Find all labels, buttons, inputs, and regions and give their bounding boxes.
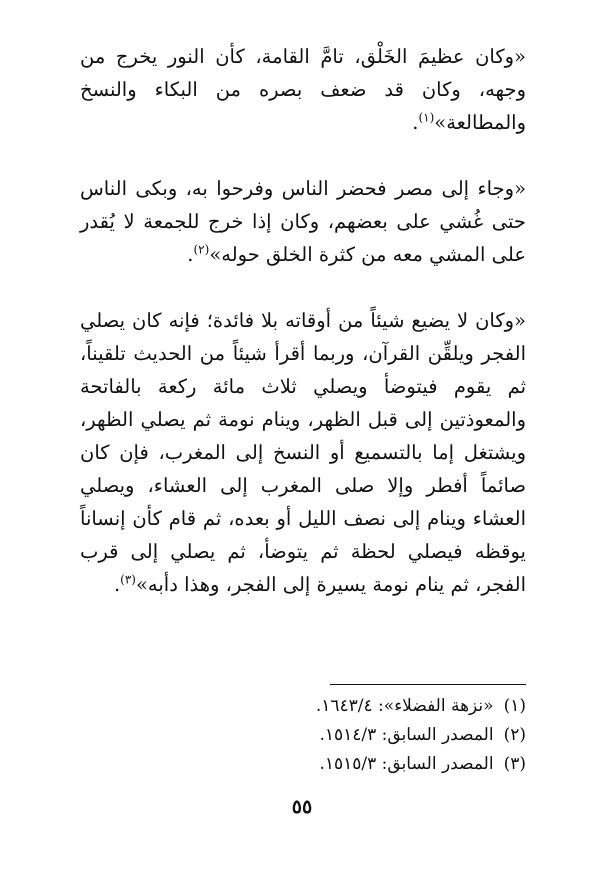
paragraph-end: . (187, 243, 194, 266)
paragraph-3 (80, 304, 526, 601)
footnotes-list (200, 692, 526, 779)
footnote-divider (330, 684, 526, 685)
footnote-2 (200, 721, 526, 750)
paragraph-2 (80, 172, 526, 271)
footnote-number: (١) (503, 696, 526, 716)
paragraph-end: . (412, 111, 419, 134)
paragraph-text: «وكان لا يضيع شيئاً من أوقاته بلا فائدة؛ فإنه كان يصلي الفجر ويلقِّن القرآن، وربما أقرأ شيئاً من الحديث تلقيناً، ثم يقوم فيتوضأ ويصلي ثلاث مائة ركعة بالفاتحة والمعوذتين إلى قبل الظهر، وينام نومة ثم يصلي الظهر، ويشتغل إما بالتسميع أو النسخ إلى المغرب، فإن كان صائماً أفطر وإلا صلى المغرب إلى العشاء، ويصلي العشاء وينام إلى نصف الليل أو بعده، ثم قام كأن إنساناً يوقظه فيصلي لحظة ثم يتوضأ، ثم يصلي إلى قرب الفجر، ثم ينام نومة يسيرة إلى الفجر، وهذا دأبه» (80, 309, 526, 596)
paragraph-text: «وكان عظيمَ الخَلْق، تامَّ القامة، كأن النور يخرج من وجهه، وكان قد ضعف بصره من البكاء والنسخ والمطالعة» (80, 45, 526, 134)
page-number: ٥٥ (291, 796, 313, 818)
paragraph-end: . (113, 573, 121, 596)
footnote-text: المصدر السابق: ١٥١٤/٣. (319, 725, 494, 745)
footnote-1 (200, 692, 526, 721)
footnote-text: المصدر السابق: ١٥١٥/٣. (319, 754, 494, 774)
footnote-ref: (٣) (120, 572, 136, 587)
footnote-ref: (١) (418, 110, 435, 125)
paragraph-1 (80, 40, 526, 139)
footnote-3 (200, 750, 526, 779)
footnote-number: (٢) (503, 725, 526, 745)
footnote-number: (٣) (503, 754, 526, 774)
footnote-text: «نزهة الفضلاء»: ١٦٤٣/٤. (315, 696, 494, 716)
footnote-ref: (٢) (193, 242, 210, 257)
body-text (80, 40, 526, 601)
paragraph-text: «وجاء إلى مصر فحضر الناس وفرحوا به، وبكى الناس حتى غُشي على بعضهم، وكان إذا خرج للجمعة لا يُقدر على المشي معه من كثرة الخلق حوله» (80, 177, 526, 266)
